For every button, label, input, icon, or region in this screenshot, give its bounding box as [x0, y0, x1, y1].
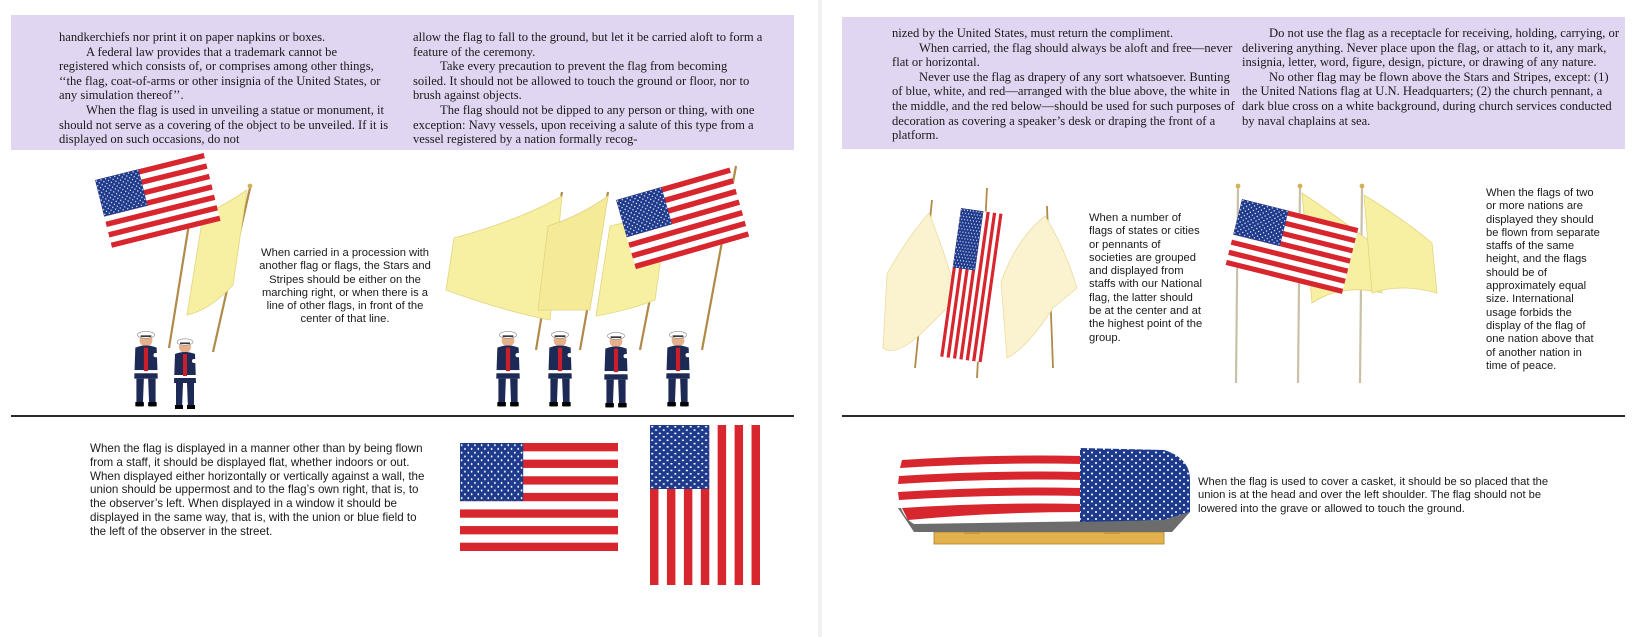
procession-caption: When carried in a procession with another flag or flags, the Stars and Stripes should be either on the marching right, or when there is a line of other flags, in front of the center of that line.: [259, 247, 431, 326]
right-page: [822, 0, 1642, 637]
paragraph: allow the flag to fall to the ground, but let it be carried aloft to form a feature of the ceremony.: [413, 30, 763, 59]
right-text-column-2: [1242, 26, 1620, 128]
left-text-column-1: [59, 30, 389, 147]
marine-figure: [134, 331, 161, 406]
marine-figure: [666, 331, 693, 406]
casket-caption: When the flag is used to cover a casket, it should be so placed that the union is at the head and over the left shoulder. The flag should not be lowered into the grave or allowed to touch the ground.: [1198, 476, 1549, 515]
paragraph: The flag should not be dipped to any person or thing, with one exception: Navy vessels, upon receiving a salute of this type from a vessel registered by a nation formally recog-: [413, 102, 755, 147]
paragraph: handkerchiefs nor print it on paper napkins or boxes.: [59, 30, 326, 44]
paragraph: A federal law provides that a trademark cannot be registered which consists of, or comprises among other things, ‘‘the flag, coat-of-arms or other insignia of the United States, or any simulation thereof’’.: [59, 44, 381, 103]
paragraph: Never use the flag as drapery of any sort whatsoever. Bunting of blue, white, and red—arranged with the blue above, the white in the middle, and the red below—should be used for such purposes of decoration as covering a speaker’s desk or draping the front of a platform.: [892, 69, 1235, 143]
flag-draped-casket: [894, 440, 1194, 555]
us-flag-icon: [460, 443, 618, 551]
us-flag-icon: [616, 167, 749, 269]
us-flag-icon: [650, 425, 760, 585]
us-flag-icon: [1226, 199, 1359, 294]
horizontal-flag-illustration: [460, 443, 618, 551]
group-caption: When a number of flags of states or cities or pennants of societies are grouped and displayed from staffs with our National flag, the latter should be at the center and at the highest point of the group.: [1089, 212, 1203, 344]
grouped-flags-illustration: [877, 178, 1097, 388]
yellow-flag-icon: [1001, 216, 1077, 358]
procession-left-illustration: [85, 160, 275, 418]
section-divider: [11, 415, 794, 417]
paragraph: nized by the United States, must return the compliment.: [892, 26, 1174, 40]
paragraph: Take every precaution to prevent the flag from becoming soiled. It should not be allowed to touch the ground or floor, nor to brush against objects.: [413, 59, 750, 103]
section-divider: [842, 415, 1625, 417]
nations-flags-illustration: [1232, 183, 1442, 388]
paragraph: When carried, the flag should always be aloft and free—never flat or horizontal.: [892, 40, 1233, 70]
marine-figure: [174, 339, 199, 409]
marine-figure: [496, 331, 523, 406]
vertical-flag-illustration: [650, 425, 760, 585]
paragraph: Do not use the flag as a receptacle for receiving, holding, carrying, or delivering anything. Never place upon the flag, or attach to it, any mark, insignia, letter, word, figure, design, picture, or drawing of any nature.: [1242, 26, 1620, 70]
procession-right-illustration: [440, 160, 750, 418]
paragraph: When the flag is used in unveiling a statue or monument, it should not serve as a covering of the object to be unveiled. If it is displayed on such occasions, do not: [59, 102, 389, 147]
paragraph: No other flag may be flown above the Stars and Stripes, except: (1) the United Nations flag at U.N. Headquarters; (2) the church pennant, a dark blue cross on a white background, during church services conducted by naval chaplains at sea.: [1242, 69, 1612, 128]
left-text-column-2: [413, 30, 763, 147]
right-text-column-1: [892, 26, 1237, 143]
display-caption: When the flag is displayed in a manner other than by being flown from a staff, it should be displayed flat, whether indoors or out. When displayed either horizontally or vertically against a wall, the union should be uppermost and to the flag’s own right, that is, to the observer’s left. When displayed in a window it should be displayed in the same way, that is, with the union or blue field to the left of the observer in the street.: [90, 442, 425, 538]
nations-caption: When the flags of two or more nations are displayed they should be flown from separate staffs of the same height, and the flags should be of approximately equal size. International usage forbids the display of the flag of one nation above that of another nation in time of peace.: [1486, 187, 1600, 372]
left-page: [0, 0, 818, 637]
marine-figure: [548, 331, 575, 406]
marine-figure: [604, 332, 631, 407]
yellow-flag-icon: [1364, 195, 1437, 293]
